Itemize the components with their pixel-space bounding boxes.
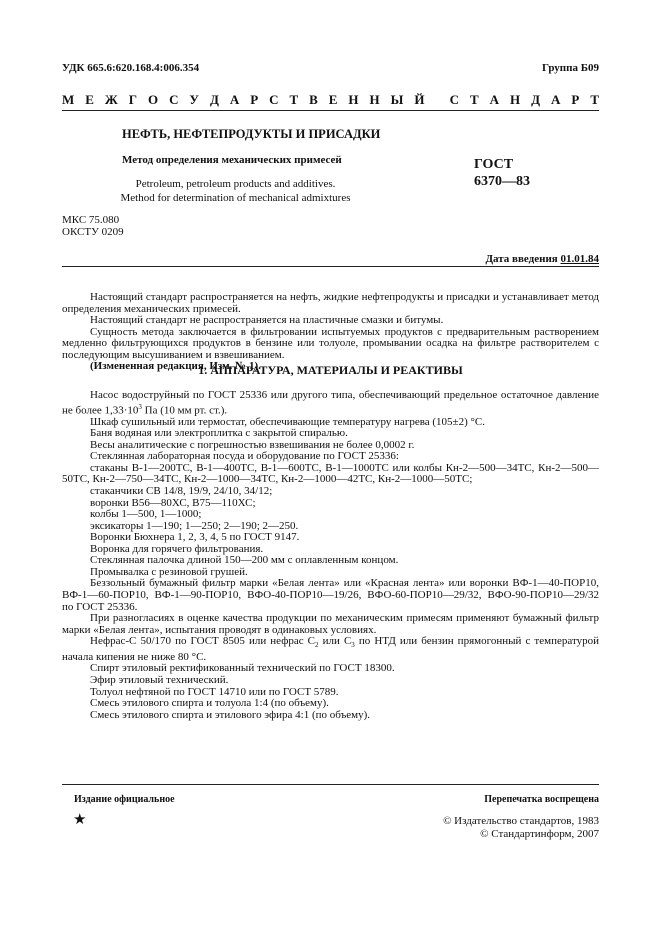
udk-code: УДК 665.6:620.168.4:006.354 (62, 62, 200, 74)
banner-letter: Е (85, 92, 94, 107)
english-title (117, 177, 354, 205)
copyright-line: © Стандартинформ, 2007 (480, 828, 599, 840)
banner-letter: Ж (104, 92, 118, 107)
list-item: Воронка для горячего фильтрования. (90, 542, 264, 555)
banner-letter: Н (369, 92, 380, 107)
gost-number (474, 156, 530, 190)
list-item: Смесь этилового спирта и толуола 1:4 (по объему). (90, 697, 329, 710)
gost-label: ГОСТ (474, 157, 514, 172)
header-divider (62, 110, 599, 111)
intro-paragraph: Сущность метода заключается в фильтровании испытуемых продуктов с предварительным растворением медленно фильтрующихся продуктов в бензине или толуоле, промывании осадка на фильтре растворителем с последующим высушиванием и взвешиванием. (62, 325, 599, 361)
equipment-list (62, 390, 599, 721)
list-item: Беззольный бумажный фильтр марки «Белая лента» или «Красная лента» или воронки ВФ-1—40-ПОР10, ВФ-1—60-ПОР10, ВФ-1—90-ПОР10, ВФО-40-ПОР10—19/26, ВФО-60-ПОР10—29/32, ВФО-90-ПОР10—29/32 по ГОСТ 25336. (62, 577, 599, 613)
list-item: Смесь этилового спирта и этилового эфира 4:1 (по объему). (90, 708, 371, 721)
list-item: колбы 1—500, 1—1000; (90, 508, 202, 521)
list-item: Промывалка с резиновой грушей. (90, 565, 248, 578)
intro-date-value: 01.01.84 (560, 253, 599, 265)
gost-code: 6370—83 (474, 174, 530, 189)
intro-text (62, 292, 599, 373)
list-item: эксикаторы 1—190; 1—250; 2—190; 2—250. (90, 519, 299, 532)
banner-letter: Т (289, 92, 299, 107)
banner-letter: Т (470, 92, 479, 107)
list-item: Баня водяная или электроплитка с закрытой спиралью. (90, 427, 348, 440)
banner-letter: Ы (390, 92, 404, 107)
banner-letter: С (169, 92, 179, 107)
banner-letter: Н (510, 92, 521, 107)
section-heading: 1. АППАРАТУРА, МАТЕРИАЛЫ И РЕАКТИВЫ (198, 363, 463, 377)
banner-letter: Т (590, 92, 599, 107)
banner-letter: Г (128, 92, 137, 107)
english-title-line1: Petroleum, petroleum products and additives. (135, 178, 336, 190)
list-item: Стеклянная лабораторная посуда и оборудование по ГОСТ 25336: (90, 450, 399, 463)
list-item: Эфир этиловый технический. (90, 673, 229, 686)
banner-letter (435, 92, 438, 108)
list-item: Весы аналитические с погрешностью взвешивания не более 0,0002 г. (90, 438, 415, 451)
intro-date (485, 253, 599, 265)
banner-letter: Д (531, 92, 541, 107)
english-title-line2: Method for determination of mechanical admixtures (120, 192, 351, 204)
banner-letter: У (189, 92, 199, 107)
intro-paragraph: Настоящий стандарт распространяется на нефть, жидкие нефтепродукты и присадки и устанавливает метод определения механических примесей. (62, 291, 599, 315)
banner-letter: Е (328, 92, 338, 107)
banner-letter: Р (571, 92, 580, 107)
method-title: Метод определения механических примесей (122, 154, 342, 166)
banner-letter: С (449, 92, 460, 107)
banner-letter: Д (209, 92, 219, 107)
document-title: НЕФТЬ, НЕФТЕПРОДУКТЫ И ПРИСАДКИ (122, 127, 381, 141)
list-item: стаканы В-1—200ТС, В-1—400ТС, В-1—600ТС, В-1—1000ТС или колбы Кн-2—500—34ТС, Кн-2—500—50ТС, Кн-2—750—34ТС, Кн-2—1000—34ТС, Кн-2—1000—42ТС, Кн-2—1000—50ТС; (62, 461, 599, 486)
group-code: Группа Б09 (542, 62, 599, 74)
mks-code: МКС 75.080 (62, 214, 120, 226)
list-item: Стеклянная палочка длиной 150—200 мм с оплавленным концом. (90, 554, 399, 567)
banner-letter: Й (414, 92, 425, 107)
banner-letter: О (147, 92, 159, 107)
intro-date-label: Дата введения (485, 253, 558, 265)
list-item: Воронки Бюхнера 1, 2, 3, 4, 5 по ГОСТ 9147. (90, 531, 300, 544)
list-item: Толуол нефтяной по ГОСТ 14710 или по ГОСТ 5789. (90, 685, 339, 698)
banner-letter: А (489, 92, 500, 107)
date-divider (62, 266, 599, 267)
classification-codes (62, 214, 124, 238)
copyright-block (443, 815, 599, 841)
reprint-notice: Перепечатка воспрещена (484, 794, 599, 805)
footer-divider (62, 784, 599, 785)
list-item: воронки В56—80ХС, В75—110ХС; (90, 496, 256, 509)
banner-letter: М (62, 92, 75, 107)
star-icon: ★ (73, 812, 87, 828)
official-edition: Издание официальное (74, 794, 175, 805)
list-item: Насос водоструйный по ГОСТ 25336 или другого типа, обеспечивающий предельное остаточное давление не более $1,33\cdot 10^3$ Па (10 мм рт. ст.). (62, 389, 599, 417)
list-item: Спирт этиловый ректификованный технический по ГОСТ 18300. (90, 662, 395, 675)
standard-banner (62, 92, 599, 108)
list-item: Шкаф сушильный или термостат, обеспечивающие температуру нагрева (105±2) °С. (90, 415, 485, 428)
banner-letter: А (551, 92, 561, 107)
copyright-line: © Издательство стандартов, 1983 (443, 815, 599, 827)
intro-paragraph: Настоящий стандарт не распространяется на пластичные смазки и битумы. (90, 314, 444, 327)
banner-letter: А (229, 92, 240, 107)
amendment-note: (Измененная редакция, Изм. № 1). (90, 360, 261, 373)
okstu-code: ОКСТУ 0209 (62, 226, 124, 238)
banner-letter: С (269, 92, 279, 107)
banner-letter: Н (348, 92, 359, 107)
list-item: При разногласиях в оценке качества продукции по механическим примесям применяют бумажный фильтр марки «Белая лента», испытания проводят в одинаковых условиях. (62, 612, 599, 636)
banner-letter: В (309, 92, 318, 107)
list-item: стаканчики СВ 14/8, 19/9, 24/10, 34/12; (90, 485, 273, 498)
banner-letter: Р (250, 92, 259, 107)
list-item: Нефрас-С 50/170 по ГОСТ 8505 или нефрас $С_2$ или $С_3$ по НТД или бензин прямогонный с температурой начала кипения не ниже 80 °С. (62, 635, 599, 663)
